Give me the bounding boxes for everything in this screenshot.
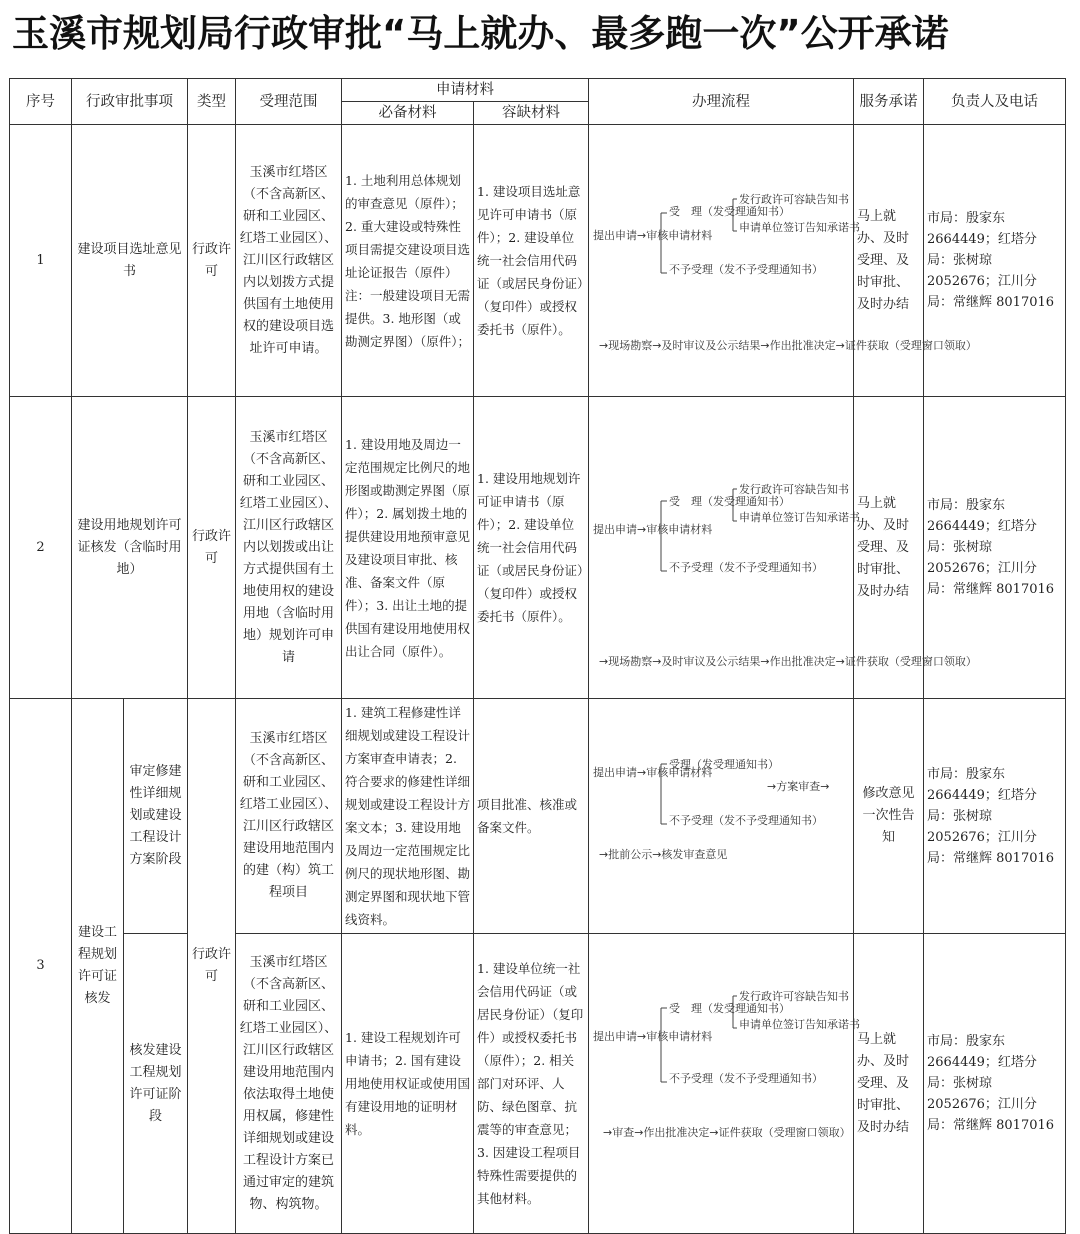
row-item: 建设项目选址意见书 (72, 125, 188, 397)
row-required: 1. 土地利用总体规划的审查意见（原件）；2. 重大建设或特殊性项目需提交建设项目选址论证报告（原件）注：一般建设项目无需提供。3. 地形图（或勘测定界图）（原件）； (342, 125, 474, 397)
row-contact: 市局：殷家东 2664449；红塔分局：张树琼 2052676；江川分局：常继辉 8017016 (924, 397, 1066, 699)
row-item: 建设用地规划许可证核发（含临时用地） (72, 397, 188, 699)
flow-accept: 受理（发受理通知书） (669, 758, 779, 771)
flow-sign: 申请单位签订告知承诺书 (739, 510, 860, 524)
header-item: 行政审批事项 (72, 79, 188, 125)
row-scope: 玉溪市红塔区（不含高新区、研和工业园区、红塔工业园区）、江川区行政辖区建设用地范围内的建（构）筑工程项目 (236, 699, 342, 934)
flow-diagram (589, 936, 860, 1232)
header-seq: 序号 (10, 79, 72, 125)
header-process: 办理流程 (589, 79, 854, 125)
flow-issue: 发行政许可容缺告知书 (739, 989, 849, 1003)
page-title: 玉溪市规划局行政审批“马上就办、最多跑一次”公开承诺 (12, 12, 949, 55)
row-promise: 马上就办、及时受理、及时审批、及时办结 (854, 934, 924, 1234)
row-scope: 玉溪市红塔区（不含高新区、研和工业园区、红塔工业园区）、江川区行政辖区内以划拨方式提供国有土地使用权的建设项目选址许可申请。 (236, 125, 342, 397)
row-scope: 玉溪市红塔区（不含高新区、研和工业园区、红塔工业园区）、江川区行政辖区建设用地范围内依法取得土地使用权属，修建性详细规划或建设工程设计方案已通过审定的建筑物、构筑物。 (236, 934, 342, 1234)
flow-accept: 受 理（发受理通知书） (669, 494, 790, 508)
row-flow (589, 699, 854, 934)
header-materials: 申请材料 (342, 79, 589, 102)
flow-issue: 发行政许可容缺告知书 (739, 192, 849, 206)
row-contact: 市局：殷家东 2664449；红塔分局：张树琼 2052676；江川分局：常继辉 8017016 (924, 934, 1066, 1234)
row-promise: 马上就办、及时受理、及时审批、及时办结 (854, 397, 924, 699)
flow-diagram (589, 712, 852, 920)
row-required: 1. 建筑工程修建性详细规划或建设工程设计方案审查申请表；2. 符合要求的修建性详细规划或建设工程设计方案文本；3. 建设用地及周边一定范围规定比例尺的现状地形图、勘测定界图和现状地下管线资料。 (342, 699, 474, 934)
flow-issue: 发行政许可容缺告知书 (739, 482, 849, 496)
row-required: 1. 建设用地及周边一定范围规定比例尺的地形图或勘测定界图（原件）；2. 属划拨土地的提供建设用地预审意见及建设项目审批、核准、备案文件（原件）；3. 出让土地的提供国有建设用地使用权出让合同（原件）。 (342, 397, 474, 699)
flow-start: 提出申请→审核申请材料 (593, 228, 713, 242)
table-row (10, 125, 1066, 397)
row-stage: 审定修建性详细规划或建设工程设计方案阶段 (124, 699, 188, 934)
flow-review: →方案审查→ (767, 780, 830, 793)
row-required: 1. 建设工程规划许可申请书；2. 国有建设用地使用权证或使用国有建设用地的证明材料。 (342, 934, 474, 1234)
row-contact: 市局：殷家东 2664449；红塔分局：张树琼 2052676；江川分局：常继辉 8017016 (924, 699, 1066, 934)
row-contact: 市局：殷家东 2664449；红塔分局：张树琼 2052676；江川分局：常继辉 8017016 (924, 125, 1066, 397)
row-optional: 项目批准、核准或备案文件。 (474, 699, 589, 934)
row-flow (589, 934, 860, 1234)
flow-reject: 不予受理（发不予受理通知书） (669, 1071, 823, 1085)
row-scope: 玉溪市红塔区（不含高新区、研和工业园区、红塔工业园区）、江川区行政辖区内以划拨或出让方式提供国有土地使用权的建设用地（含临时用地）规划许可申请 (236, 397, 342, 699)
table-row (10, 699, 1066, 934)
header-scope: 受理范围 (236, 79, 342, 125)
approval-table (9, 78, 1066, 1234)
flow-bottom: →现场勘察→及时审议及公示结果→作出批准决定→证件获取（受理窗口领取） (599, 338, 977, 352)
flow-start: 提出申请→审核申请材料 (593, 1029, 713, 1043)
header-type: 类型 (188, 79, 236, 125)
row-seq: 2 (10, 397, 72, 699)
row-optional: 1. 建设单位统一社会信用代码证（或居民身份证）（复印件）或授权委托书（原件）；2. 相关部门对环评、人防、绿色图章、抗震等的审查意见；3. 因建设工程项目特殊性需要提供的其他材料。 (474, 934, 589, 1234)
flow-bottom: →批前公示→核发审查意见 (599, 848, 728, 861)
row-optional: 1. 建设项目选址意见许可申请书（原件）；2. 建设单位统一社会信用代码证（或居民身份证）（复印件）或授权委托书（原件）。 (474, 125, 589, 397)
header-optional: 容缺材料 (474, 102, 589, 125)
flow-sign: 申请单位签订告知承诺书 (739, 1017, 860, 1031)
flow-reject: 不予受理（发不予受理通知书） (669, 560, 823, 574)
row-stage: 核发建设工程规划许可证阶段 (124, 934, 188, 1234)
flow-bottom: →现场勘察→及时审议及公示结果→作出批准决定→证件获取（受理窗口领取） (599, 654, 977, 668)
header-required: 必备材料 (342, 102, 474, 125)
row-optional: 1. 建设用地规划许可证申请书（原件）；2. 建设单位统一社会信用代码证（或居民身份证）（复印件）或授权委托书（原件）。 (474, 397, 589, 699)
flow-start: 提出申请→审核申请材料 (593, 766, 713, 779)
table-row (10, 397, 1066, 699)
header-contact: 负责人及电话 (924, 79, 1066, 125)
row-seq: 1 (10, 125, 72, 397)
flow-reject: 不予受理（发不予受理通知书） (669, 262, 823, 276)
row-item: 建设工程规划许可证核发 (72, 699, 124, 1234)
row-promise: 马上就办、及时受理、及时审批、及时办结 (854, 125, 924, 397)
flow-start: 提出申请→审核申请材料 (593, 522, 713, 536)
row-type: 行政许可 (188, 125, 236, 397)
row-seq: 3 (10, 699, 72, 1234)
header-promise: 服务承诺 (854, 79, 924, 125)
row-type: 行政许可 (188, 699, 236, 1234)
flow-accept: 受 理（发受理通知书） (669, 1001, 790, 1015)
row-promise: 修改意见一次性告知 (854, 699, 924, 934)
table-row (10, 934, 1066, 1234)
flow-bottom: →审查→作出批准决定→证件获取（受理窗口领取） (603, 1125, 851, 1139)
flow-accept: 受 理（发受理通知书） (669, 204, 790, 218)
row-type: 行政许可 (188, 397, 236, 699)
flow-reject: 不予受理（发不予受理通知书） (669, 814, 823, 827)
flow-sign: 申请单位签订告知承诺书 (739, 220, 860, 234)
